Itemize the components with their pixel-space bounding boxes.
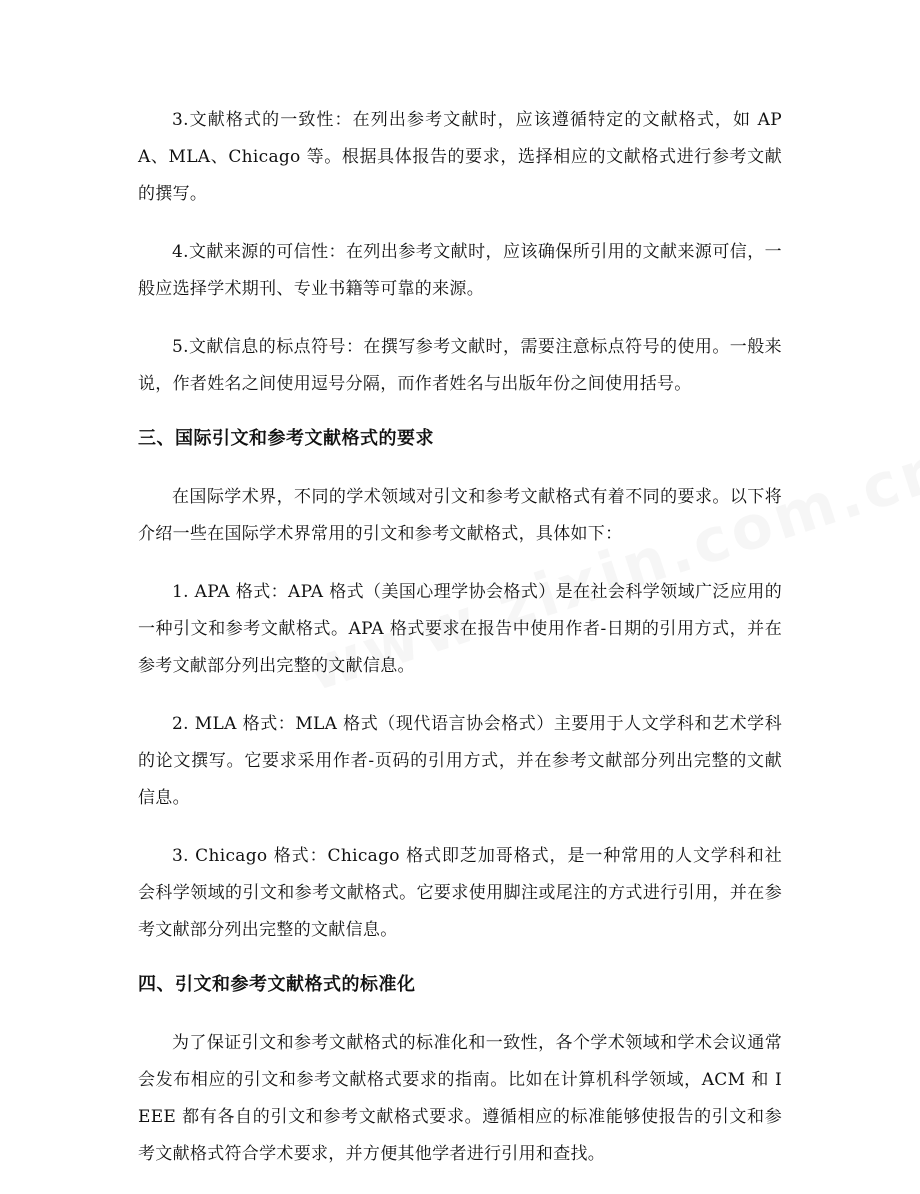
- paragraph-mla: 2. MLA 格式：MLA 格式（现代语言协会格式）主要用于人文学科和艺术学科的论文撰写。它要求采用作者-页码的引用方式，并在参考文献部分列出完整的文献信息。: [138, 714, 782, 808]
- paragraph-punctuation: 5.文献信息的标点符号：在撰写参考文献时，需要注意标点符号的使用。一般来说，作者姓名之间使用逗号分隔，而作者姓名与出版年份之间使用括号。: [138, 337, 782, 394]
- section-heading-international: 三、国际引文和参考文献格式的要求: [138, 428, 434, 449]
- section-heading-standardization: 四、引文和参考文献格式的标准化: [138, 974, 416, 995]
- paragraph-source-credibility: 4.文献来源的可信性：在列出参考文献时，应该确保所引用的文献来源可信，一般应选择学术期刊、专业书籍等可靠的来源。: [138, 242, 782, 299]
- paragraph-apa: 1. APA 格式：APA 格式（美国心理学协会格式）是在社会科学领域广泛应用的一种引文和参考文献格式。APA 格式要求在报告中使用作者-日期的引用方式，并在参考文献部分列出完整的文献信息。: [138, 582, 782, 676]
- paragraph-chicago: 3. Chicago 格式：Chicago 格式即芝加哥格式，是一种常用的人文学科和社会科学领域的引文和参考文献格式。它要求使用脚注或尾注的方式进行引用，并在参考文献部分列出完整的文献信息。: [138, 846, 782, 940]
- document-body: [138, 102, 782, 1194]
- paragraph-international-intro: 在国际学术界，不同的学术领域对引文和参考文献格式有着不同的要求。以下将介绍一些在国际学术界常用的引文和参考文献格式，具体如下：: [138, 487, 782, 544]
- paragraph-format-consistency: 3.文献格式的一致性：在列出参考文献时，应该遵循特定的文献格式，如 APA、MLA、Chicago 等。根据具体报告的要求，选择相应的文献格式进行参考文献的撰写。: [138, 110, 782, 204]
- paragraph-standardization: 为了保证引文和参考文献格式的标准化和一致性，各个学术领域和学术会议通常会发布相应的引文和参考文献格式要求的指南。比如在计算机科学领域，ACM 和 IEEE 都有各自的引文和参考文献格式要求。遵循相应的标准能够使报告的引文和参考文献格式符合学术要求，并方便其他学者进行引用和查找。: [138, 1033, 782, 1164]
